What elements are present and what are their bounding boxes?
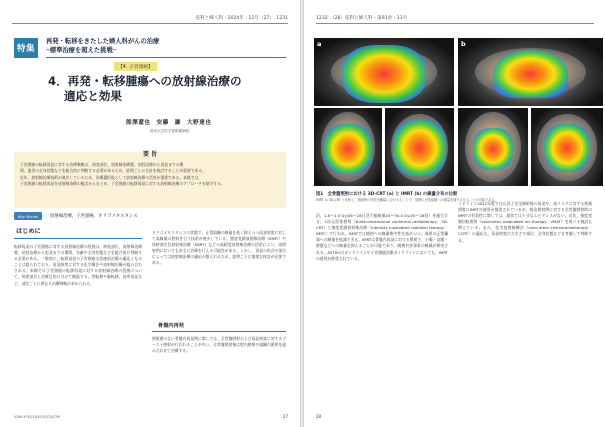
pelvic-recurrence-heading: 骨盤内再発 bbox=[158, 323, 184, 329]
right-page bbox=[304, 0, 605, 427]
ct-coronal-image-a bbox=[385, 108, 454, 186]
pelvic-recurrence-text: 照射歴のない骨盤内再発例に関しては，全骨盤照射および再発病変に対するブースト照射が行われることが多い。全骨盤照射後は腔内照射や組織内照射を組み合わせて治療する。 bbox=[152, 336, 286, 354]
summary-box bbox=[14, 152, 286, 208]
summary-line: 近年，放射線治療技術が進歩しているため，治療選択肢として放射線治療の活用が重要である。本稿では， bbox=[20, 174, 203, 180]
ct-sagittal-image-b bbox=[458, 108, 528, 186]
summary-line: 子宮頸癌の転移再発を放射線治療の観点からまとめ，子宮頸癌の転移再発に対する放射線治療のアプローチを紹介する。 bbox=[20, 181, 225, 187]
ct-coronal-image-b bbox=[531, 108, 603, 186]
summary-line: 間，患者の全身状態などを総合的に判断する必要があるため，症例ごとに方針を検討することが重要である。 bbox=[20, 168, 206, 174]
dose-colorwash bbox=[493, 50, 568, 98]
panel-label-b: b bbox=[461, 40, 466, 48]
left-column2-text: オリゴメタスタシスの状態で，正常組織の線量を低く抑えつつ再発病変に対して高線量の照射を行う技術が進歩している。強度変調放射線治療（IMRT）や体幹部定位放射線治療（SBRT）などの高精度放射線治療の活用により，再照射例においても安全に治療を行える可能性がある。しかし，再発の形式や部位によっては放射線治療の適応が限られるため，症例ごとに慎重な検討が必要である。 bbox=[152, 230, 286, 266]
intro-rule bbox=[14, 238, 142, 239]
figure-caption-title: 図1 全骨盤照射における 3D-CRT (a) と IMRT (b) の線量分布の比較 bbox=[316, 192, 458, 197]
left-page bbox=[0, 0, 300, 427]
feature-title-line1: 再発・転移をきたした婦人科がんの治療 bbox=[46, 38, 160, 45]
copyright-footer: 0386-9792/24/¥100/頁/JCOPY bbox=[14, 415, 61, 419]
keyword-values: 放射線治療，子宮頸癌，オリゴメタスタシス bbox=[50, 214, 138, 219]
running-header: 産科と婦人科・2024年・11号（27） 1231 bbox=[195, 16, 288, 21]
affiliation: 群馬大学医学部附属病院 bbox=[150, 129, 190, 133]
ct-axial-image-a bbox=[314, 38, 454, 106]
header-rule bbox=[12, 23, 288, 24]
dose-colorwash bbox=[473, 128, 512, 171]
running-header: 1232 （28）産科と婦人科・第91巻・11号 bbox=[316, 16, 408, 21]
dose-colorwash bbox=[324, 124, 372, 175]
summary-body bbox=[20, 162, 282, 188]
header-rule bbox=[316, 23, 594, 24]
feature-title-line2: ─標準治療を超えた挑戦─ bbox=[46, 46, 117, 54]
right-column1-text: 法，1.8～2.0 Gy/26～28日回で総線量45～50.4 Gy/25～28回）を施行する。3次元原体照射（three-dimensional conformal radiotherapy：3D-CRT）と強度変調放射線治療（intensity modulated radiation therapy：IMRT）で行われ，IMRTでは標的への線量集中性を高めつつ，周囲の正常臓器への線量を低減できる。IMRTは骨盤内再発に対する照射で，小腸・直腸・膀胱などへの線量を抑えることが可能であり，晩期有害事象の軽減が期待される。ASTROのガイドラインや子宮頸癌治療ガイドラインにおいても，IMRTの使用が推奨されている。 bbox=[316, 213, 448, 261]
summary-line: 子宮頸癌の転移再発に対する治療戦略は，病変部位，放射線治療歴，初回治療から再発までの期 bbox=[20, 162, 184, 167]
dose-colorwash bbox=[393, 120, 445, 176]
feature-badge: 特集 bbox=[14, 38, 38, 58]
article-title-line2: 適応と効果 bbox=[64, 89, 122, 103]
article-title bbox=[48, 74, 242, 104]
feature-rule bbox=[46, 57, 286, 58]
dose-colorwash bbox=[342, 45, 426, 103]
dose-colorwash bbox=[544, 124, 590, 172]
intro-text: 転移再発の子宮頸癌に対する放射線治療の役割は，病変部位，放射線治療歴，初回治療から再発までの期間，年齢や全身状態などを総合的に判断する必要がある。一般的に，転移再発の子宮頸癌は治癒的治療の適応となることは限られており，再発病変に対する化学療法や放射線治療が組み合わされる。本稿では子宮頸癌の転移再発に対する放射線治療の役割について，病変部位と治療目的に分けて概説する。骨転移や脳転移，局所再発など，部位ごとに異なる治療戦略が求められる。 bbox=[14, 244, 142, 286]
ct-axial-image-b bbox=[458, 38, 603, 106]
panel-label-a: a bbox=[317, 40, 322, 48]
figure-caption-body: IMRT は 3D-CRT と比較し，照射野の形状を腫瘍に合わせることで，周囲の正常組織への線量を減少させることが可能である。 bbox=[316, 198, 498, 202]
page-number: 28 bbox=[316, 414, 322, 419]
keyword-label: Key Words bbox=[14, 212, 42, 220]
article-title-line1: 4．再発・転移腫瘍への放射線治療の bbox=[48, 74, 242, 88]
right-column2-text: イドライン2022年版では広汎子宮全摘術後の再発や，高リスクに対する術後照射にIMRTの使用が推奨されているが，根治照射例に対する全骨盤照射時のIMRTの有効性に関しては，現状では十分なエビデンスがない。近年，強度変調回転照射（volumetric modulated arc therapy：VMAT）を用いる施設も増えている。また，化学放射線療法（concurrent chemoradiotherapy：CCRT）の適応も，再発病変の大きさや部位，全身状態などを考慮して判断する。 bbox=[458, 201, 592, 243]
feature-title bbox=[46, 38, 159, 55]
section-rule bbox=[152, 331, 286, 332]
authors: 熊澤遼也 安藤 謙 大野達也 bbox=[126, 120, 212, 126]
ct-sagittal-image-a bbox=[314, 108, 382, 186]
dose-distribution-figure bbox=[314, 38, 603, 186]
summary-heading: 要 旨 bbox=[142, 151, 158, 158]
section-tag: 【4. 子宮頸癌】 bbox=[114, 62, 157, 71]
intro-heading: はじめに bbox=[16, 228, 41, 235]
page-number: 27 bbox=[282, 414, 288, 419]
